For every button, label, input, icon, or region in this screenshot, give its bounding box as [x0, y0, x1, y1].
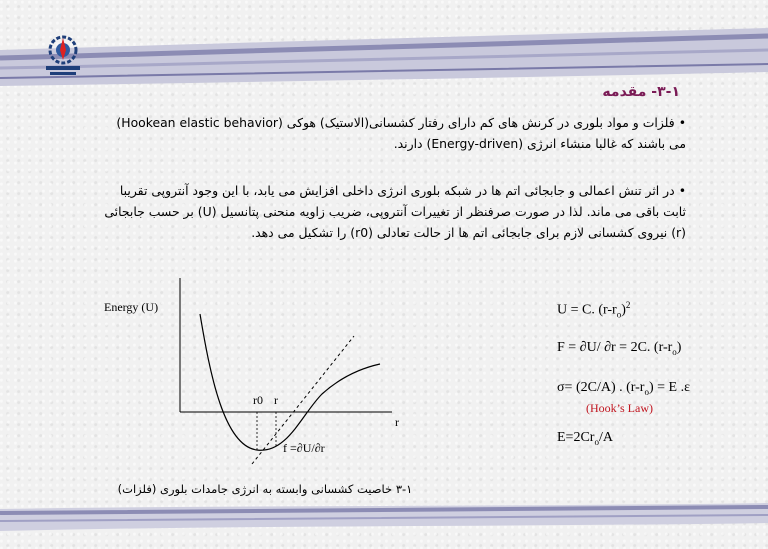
- figure-caption: ۳-۱ خاصیت کشسانی وابسته به انرژی جامدات بلوری (فلزات): [117, 482, 413, 496]
- paragraph2-line1: در اثر تنش اعمالی و جابجائی اتم ها در شبکه بلوری انرژی داخلی افزایش می یابد، با این وجود آنتروپی تقریبا: [119, 183, 675, 198]
- paragraph1-line1: فلزات و مواد بلوری در کرنش های کم دارای رفتار کشسانی(الاستیک) هوکی (Hookean elastic behavior): [116, 115, 675, 130]
- top-decorative-band: [0, 28, 768, 86]
- equation-stress: σ= (2C/A) . $(r-r_o) = E$ .ε: [557, 380, 690, 397]
- hookes-law-label: (Hook’s Law): [586, 401, 653, 415]
- paragraph-entropy: [76, 180, 686, 243]
- force-label: f =∂U/∂r: [283, 441, 325, 455]
- bullet-1: •: [678, 115, 686, 130]
- x-axis-label: r: [395, 415, 399, 429]
- equation-energy: U = C. $(r-r_o)^2$: [557, 300, 631, 320]
- paragraph1-line2: می باشند که غالبا منشاء انرژی (Energy-driven) دارند.: [393, 136, 686, 151]
- bullet-2: •: [678, 183, 686, 198]
- energy-curve: [200, 314, 380, 450]
- paragraph2-line3: (r) نیروی کشسانی لازم برای جابجائی اتم ها از حالت تعادلی (r0) را تشکیل می دهد.: [251, 225, 686, 240]
- university-logo: [40, 30, 86, 80]
- paragraph2-line2: ثابت باقی می ماند. لذا در صورت صرفنظر از تغییرات آنتروپی، ضریب زاویه منحنی پتانسیل (U) بر حسب جابجائی: [104, 204, 686, 219]
- slide-title: ۳-۱- مقدمه: [602, 84, 680, 100]
- energy-curve-diagram: [92, 264, 432, 484]
- equation-force: F = ∂U/ ∂r = 2C. $(r-r_o)$: [557, 340, 682, 357]
- r-label: r: [274, 393, 278, 407]
- equation-modulus: $E=2Cr_o/A$: [557, 430, 613, 447]
- y-axis-label: Energy (U): [104, 300, 159, 314]
- r0-label: r0: [253, 393, 263, 407]
- bottom-decorative-band: [0, 503, 768, 531]
- paragraph-hookean: [76, 112, 686, 154]
